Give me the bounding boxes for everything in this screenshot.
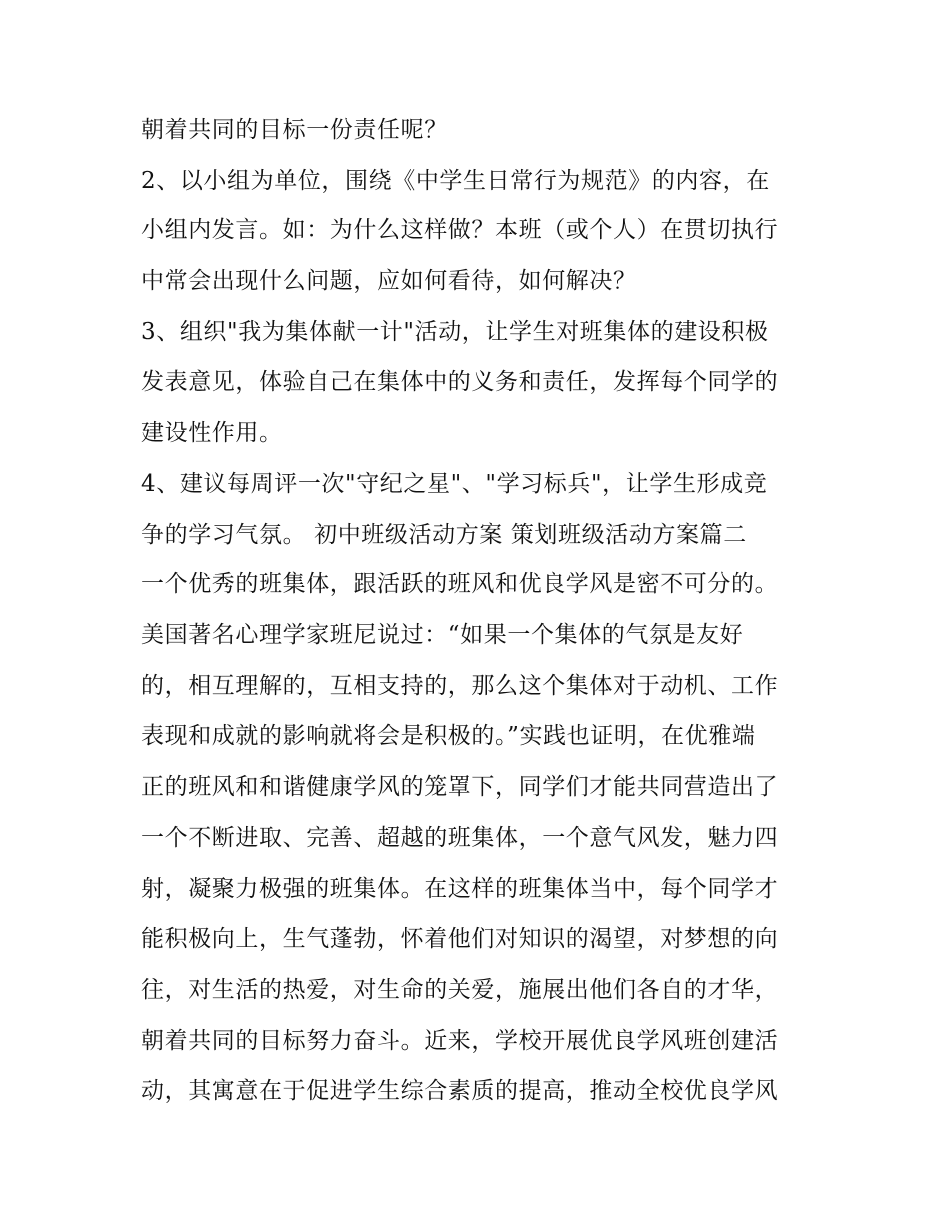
text-line: 朝着共同的目标一份责任呢？: [141, 117, 448, 143]
text-line: 中常会出现什么问题，应如何看待，如何解决？: [141, 268, 637, 294]
text-line: 小组内发言。如：为什么这样做？本班（或个人）在贯切执行: [141, 217, 779, 243]
text-line: 正的班风和和谐健康学风的笼罩下，同学们才能共同营造出了: [141, 774, 779, 800]
text-line: 朝着共同的目标努力奋斗。近来，学校开展优良学风班创建活: [141, 1028, 779, 1054]
text-line: 建设性作用。: [141, 420, 283, 446]
text-line: 2、以小组为单位，围绕《中学生日常行为规范》的内容，在: [141, 168, 770, 194]
text-line: 3、组织"我为集体献一计"活动，让学生对班集体的建设积极: [141, 319, 769, 345]
text-line: 一个不断进取、完善、超越的班集体，一个意气风发，魅力四: [141, 825, 779, 851]
text-line: 一个优秀的班集体，跟活跃的班风和优良学风是密不可分的。: [141, 571, 779, 597]
text-line: 争的学习气氛。 初中班级活动方案 策划班级活动方案篇二: [141, 522, 747, 548]
text-line: 射，凝聚力极强的班集体。在这样的班集体当中，每个同学才: [141, 876, 779, 902]
text-line: 的，相互理解的，互相支持的，那么这个集体对于动机、工作: [141, 673, 779, 699]
text-line: 能积极向上，生气蓬勃，怀着他们对知识的渴望，对梦想的向: [141, 926, 779, 952]
text-line: 4、建议每周评一次"守纪之星"、"学习标兵"，让学生形成竞: [141, 471, 768, 497]
text-line: 美国著名心理学家班尼说过：“如果一个集体的气氛是友好: [141, 622, 744, 648]
text-line: 往，对生活的热爱，对生命的关爱，施展出他们各自的才华，: [141, 977, 779, 1003]
text-line: 动，其寓意在于促进学生综合素质的提高，推动全校优良学风: [141, 1078, 779, 1104]
text-line: 发表意见，体验自己在集体中的义务和责任，发挥每个同学的: [141, 369, 779, 395]
text-line: 表现和成就的影响就将会是积极的。”实践也证明，在优雅端: [141, 723, 756, 749]
